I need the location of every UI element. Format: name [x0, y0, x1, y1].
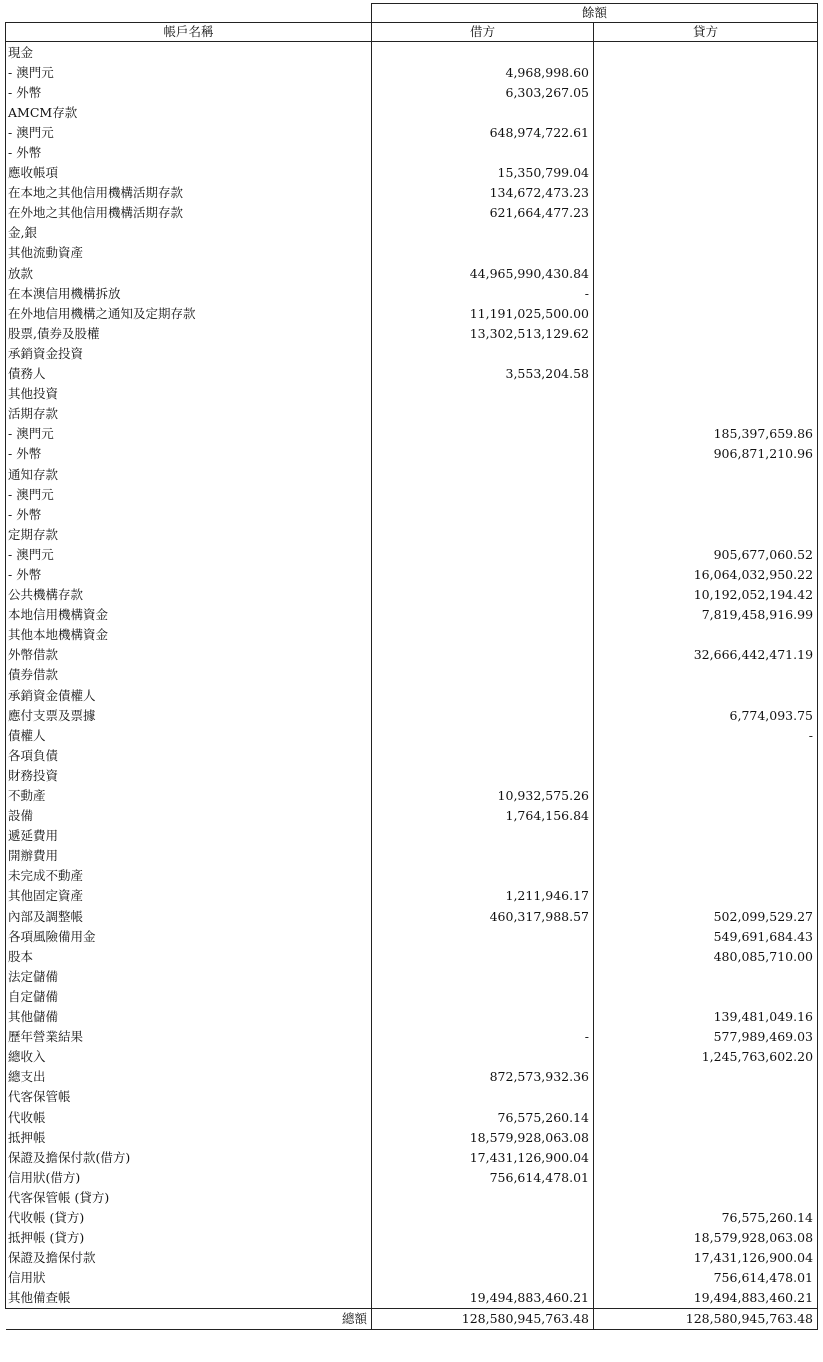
- debit-cell: [372, 1007, 594, 1027]
- credit-header: 貸方: [594, 23, 818, 42]
- account-name-cell: 其他本地機構資金: [6, 625, 372, 645]
- debit-cell: [372, 404, 594, 424]
- credit-cell: -: [594, 725, 818, 745]
- credit-cell: 10,192,052,194.42: [594, 585, 818, 605]
- table-row: [6, 223, 818, 243]
- account-name-cell: 債券借款: [6, 665, 372, 685]
- account-name-header: 帳戶名稱: [6, 23, 372, 42]
- table-row: [6, 303, 818, 323]
- account-name-cell: 法定儲備: [6, 966, 372, 986]
- credit-cell: [594, 1147, 818, 1167]
- table-row: [6, 82, 818, 102]
- table-row: [6, 765, 818, 785]
- debit-cell: [372, 645, 594, 665]
- debit-cell: [372, 384, 594, 404]
- debit-cell: 4,968,998.60: [372, 62, 594, 82]
- table-row: [6, 665, 818, 685]
- table-row: [6, 504, 818, 524]
- table-row: [6, 1268, 818, 1288]
- debit-cell: 134,672,473.23: [372, 183, 594, 203]
- debit-cell: [372, 524, 594, 544]
- table-row: [6, 544, 818, 564]
- credit-cell: [594, 122, 818, 142]
- debit-cell: [372, 1207, 594, 1227]
- account-name-cell: 在外地之其他信用機構活期存款: [6, 203, 372, 223]
- account-name-cell: 承銷資金債權人: [6, 685, 372, 705]
- debit-cell: 3,553,204.58: [372, 364, 594, 384]
- table-row: [6, 926, 818, 946]
- account-name-cell: 信用狀(借方): [6, 1167, 372, 1187]
- account-name-cell: 其他固定資產: [6, 886, 372, 906]
- debit-cell: 648,974,722.61: [372, 122, 594, 142]
- header-blank: [6, 4, 372, 23]
- debit-cell: [372, 625, 594, 645]
- account-name-cell: 抵押帳: [6, 1127, 372, 1147]
- account-name-cell: - 澳門元: [6, 62, 372, 82]
- debit-cell: [372, 745, 594, 765]
- debit-cell: [372, 765, 594, 785]
- account-name-cell: 股本: [6, 946, 372, 966]
- debit-cell: 460,317,988.57: [372, 906, 594, 926]
- debit-cell: [372, 585, 594, 605]
- account-name-cell: - 外幣: [6, 142, 372, 162]
- credit-cell: [594, 364, 818, 384]
- table-row: [6, 1027, 818, 1047]
- debit-cell: [372, 1268, 594, 1288]
- debit-cell: [372, 102, 594, 122]
- debit-cell: 11,191,025,500.00: [372, 303, 594, 323]
- debit-cell: 76,575,260.14: [372, 1107, 594, 1127]
- credit-cell: [594, 102, 818, 122]
- table-row: [6, 986, 818, 1006]
- table-row: [6, 806, 818, 826]
- account-name-cell: 信用狀: [6, 1268, 372, 1288]
- account-name-cell: 財務投資: [6, 765, 372, 785]
- credit-cell: 17,431,126,900.04: [594, 1248, 818, 1268]
- debit-header: 借方: [372, 23, 594, 42]
- debit-cell: 44,965,990,430.84: [372, 263, 594, 283]
- debit-cell: [372, 564, 594, 584]
- debit-cell: 15,350,799.04: [372, 163, 594, 183]
- credit-cell: [594, 504, 818, 524]
- debit-cell: [372, 665, 594, 685]
- trial-balance-sheet: [5, 3, 817, 1330]
- table-row: [6, 605, 818, 625]
- table-row: [6, 1127, 818, 1147]
- account-name-cell: 本地信用機構資金: [6, 605, 372, 625]
- credit-cell: 19,494,883,460.21: [594, 1288, 818, 1309]
- credit-cell: [594, 1167, 818, 1187]
- debit-cell: [372, 424, 594, 444]
- table-row: [6, 886, 818, 906]
- table-row: [6, 464, 818, 484]
- debit-cell: 1,211,946.17: [372, 886, 594, 906]
- credit-cell: [594, 765, 818, 785]
- credit-cell: [594, 625, 818, 645]
- credit-cell: [594, 866, 818, 886]
- credit-cell: [594, 384, 818, 404]
- account-name-cell: 總收入: [6, 1047, 372, 1067]
- debit-cell: [372, 1228, 594, 1248]
- table-row: [6, 785, 818, 805]
- account-name-cell: - 外幣: [6, 564, 372, 584]
- balance-table: [5, 3, 818, 1330]
- account-name-cell: - 澳門元: [6, 484, 372, 504]
- account-name-cell: 代收帳 (貸方): [6, 1207, 372, 1227]
- table-row: [6, 384, 818, 404]
- table-row: [6, 564, 818, 584]
- credit-cell: [594, 1127, 818, 1147]
- account-name-cell: 定期存款: [6, 524, 372, 544]
- debit-cell: [372, 1047, 594, 1067]
- table-row: [6, 424, 818, 444]
- debit-cell: [372, 1187, 594, 1207]
- debit-cell: [372, 1248, 594, 1268]
- credit-cell: [594, 484, 818, 504]
- total-credit: 128,580,945,763.48: [594, 1308, 818, 1329]
- debit-cell: [372, 725, 594, 745]
- credit-cell: 549,691,684.43: [594, 926, 818, 946]
- account-name-cell: - 澳門元: [6, 424, 372, 444]
- table-row: [6, 1288, 818, 1309]
- table-row: [6, 645, 818, 665]
- table-row: [6, 866, 818, 886]
- table-row: [6, 42, 818, 63]
- table-row: [6, 906, 818, 926]
- credit-cell: 139,481,049.16: [594, 1007, 818, 1027]
- table-row: [6, 102, 818, 122]
- account-name-cell: 應收帳項: [6, 163, 372, 183]
- table-row: [6, 1147, 818, 1167]
- credit-cell: [594, 203, 818, 223]
- table-row: [6, 283, 818, 303]
- credit-cell: [594, 524, 818, 544]
- credit-cell: [594, 886, 818, 906]
- debit-cell: [372, 1087, 594, 1107]
- account-name-cell: 公共機構存款: [6, 585, 372, 605]
- credit-cell: [594, 323, 818, 343]
- account-name-cell: 各項負債: [6, 745, 372, 765]
- debit-cell: [372, 926, 594, 946]
- account-name-cell: 在外地信用機構之通知及定期存款: [6, 303, 372, 323]
- account-name-cell: 債務人: [6, 364, 372, 384]
- header-row-1: [6, 4, 818, 23]
- debit-cell: 872,573,932.36: [372, 1067, 594, 1087]
- credit-cell: [594, 1107, 818, 1127]
- table-row: [6, 1087, 818, 1107]
- credit-cell: [594, 785, 818, 805]
- table-row: [6, 263, 818, 283]
- table-row: [6, 183, 818, 203]
- account-name-cell: 代客保管帳: [6, 1087, 372, 1107]
- account-name-cell: 承銷資金投資: [6, 343, 372, 363]
- account-name-cell: 保證及擔保付款(借方): [6, 1147, 372, 1167]
- account-name-cell: 債權人: [6, 725, 372, 745]
- debit-cell: [372, 705, 594, 725]
- table-row: [6, 122, 818, 142]
- table-row: [6, 323, 818, 343]
- credit-cell: [594, 986, 818, 1006]
- table-row: [6, 1187, 818, 1207]
- credit-cell: [594, 966, 818, 986]
- credit-cell: 7,819,458,916.99: [594, 605, 818, 625]
- table-row: [6, 946, 818, 966]
- table-row: [6, 243, 818, 263]
- debit-cell: [372, 846, 594, 866]
- table-row: [6, 524, 818, 544]
- account-name-cell: - 澳門元: [6, 122, 372, 142]
- table-row: [6, 444, 818, 464]
- account-name-cell: 外幣借款: [6, 645, 372, 665]
- table-row: [6, 745, 818, 765]
- account-name-cell: 放款: [6, 263, 372, 283]
- credit-cell: [594, 303, 818, 323]
- credit-cell: 185,397,659.86: [594, 424, 818, 444]
- debit-cell: -: [372, 1027, 594, 1047]
- credit-cell: 1,245,763,602.20: [594, 1047, 818, 1067]
- credit-cell: [594, 343, 818, 363]
- table-row: [6, 1007, 818, 1027]
- table-row: [6, 142, 818, 162]
- account-name-cell: 自定儲備: [6, 986, 372, 1006]
- credit-cell: 756,614,478.01: [594, 1268, 818, 1288]
- account-name-cell: - 外幣: [6, 504, 372, 524]
- debit-cell: [372, 986, 594, 1006]
- table-row: [6, 484, 818, 504]
- credit-cell: 16,064,032,950.22: [594, 564, 818, 584]
- account-name-cell: - 澳門元: [6, 544, 372, 564]
- credit-cell: [594, 1087, 818, 1107]
- table-row: [6, 966, 818, 986]
- debit-cell: 756,614,478.01: [372, 1167, 594, 1187]
- credit-cell: [594, 42, 818, 63]
- credit-cell: [594, 283, 818, 303]
- debit-cell: [372, 484, 594, 504]
- debit-cell: 6,303,267.05: [372, 82, 594, 102]
- debit-cell: [372, 504, 594, 524]
- debit-cell: [372, 605, 594, 625]
- table-row: [6, 203, 818, 223]
- credit-cell: 577,989,469.03: [594, 1027, 818, 1047]
- account-name-cell: 各項風險備用金: [6, 926, 372, 946]
- table-row: [6, 725, 818, 745]
- table-row: [6, 685, 818, 705]
- credit-cell: [594, 464, 818, 484]
- account-name-cell: 保證及擔保付款: [6, 1248, 372, 1268]
- debit-cell: [372, 464, 594, 484]
- account-name-cell: 活期存款: [6, 404, 372, 424]
- account-name-cell: 未完成不動產: [6, 866, 372, 886]
- credit-cell: [594, 82, 818, 102]
- credit-cell: 32,666,442,471.19: [594, 645, 818, 665]
- table-row: [6, 163, 818, 183]
- account-name-cell: AMCM存款: [6, 102, 372, 122]
- credit-cell: [594, 685, 818, 705]
- table-row: [6, 1167, 818, 1187]
- credit-cell: [594, 1067, 818, 1087]
- table-row: [6, 1228, 818, 1248]
- account-name-cell: 通知存款: [6, 464, 372, 484]
- credit-cell: [594, 404, 818, 424]
- credit-cell: [594, 745, 818, 765]
- account-name-cell: 內部及調整帳: [6, 906, 372, 926]
- credit-cell: [594, 826, 818, 846]
- credit-cell: [594, 163, 818, 183]
- account-name-cell: 抵押帳 (貸方): [6, 1228, 372, 1248]
- debit-cell: [372, 223, 594, 243]
- debit-cell: [372, 544, 594, 564]
- table-row: [6, 62, 818, 82]
- account-name-cell: 遞延費用: [6, 826, 372, 846]
- account-name-cell: 其他投資: [6, 384, 372, 404]
- table-row: [6, 404, 818, 424]
- table-row: [6, 625, 818, 645]
- credit-cell: [594, 806, 818, 826]
- account-name-cell: 股票,債券及股權: [6, 323, 372, 343]
- table-row: [6, 705, 818, 725]
- account-name-cell: - 外幣: [6, 82, 372, 102]
- account-name-cell: 總支出: [6, 1067, 372, 1087]
- account-name-cell: 代收帳: [6, 1107, 372, 1127]
- account-name-cell: 其他備查帳: [6, 1288, 372, 1309]
- debit-cell: 18,579,928,063.08: [372, 1127, 594, 1147]
- header-row-2: [6, 23, 818, 42]
- debit-cell: [372, 243, 594, 263]
- credit-cell: 905,677,060.52: [594, 544, 818, 564]
- debit-cell: 13,302,513,129.62: [372, 323, 594, 343]
- account-name-cell: 在本澳信用機構拆放: [6, 283, 372, 303]
- account-name-cell: 現金: [6, 42, 372, 63]
- total-debit: 128,580,945,763.48: [372, 1308, 594, 1329]
- account-name-cell: 不動產: [6, 785, 372, 805]
- credit-cell: [594, 846, 818, 866]
- debit-cell: 1,764,156.84: [372, 806, 594, 826]
- debit-cell: 621,664,477.23: [372, 203, 594, 223]
- credit-cell: [594, 243, 818, 263]
- debit-cell: -: [372, 283, 594, 303]
- debit-cell: [372, 946, 594, 966]
- account-rows: [6, 42, 818, 1309]
- account-name-cell: 其他流動資產: [6, 243, 372, 263]
- table-row: [6, 364, 818, 384]
- account-name-cell: 開辦費用: [6, 846, 372, 866]
- credit-cell: [594, 183, 818, 203]
- total-row: [6, 1308, 818, 1329]
- table-row: [6, 1107, 818, 1127]
- balance-header: 餘額: [372, 4, 818, 23]
- credit-cell: 502,099,529.27: [594, 906, 818, 926]
- debit-cell: [372, 142, 594, 162]
- account-name-cell: 其他儲備: [6, 1007, 372, 1027]
- debit-cell: 19,494,883,460.21: [372, 1288, 594, 1309]
- debit-cell: [372, 866, 594, 886]
- account-name-cell: 歷年營業結果: [6, 1027, 372, 1047]
- credit-cell: [594, 62, 818, 82]
- table-row: [6, 585, 818, 605]
- table-row: [6, 1067, 818, 1087]
- table-row: [6, 1207, 818, 1227]
- credit-cell: 906,871,210.96: [594, 444, 818, 464]
- table-row: [6, 343, 818, 363]
- credit-cell: 76,575,260.14: [594, 1207, 818, 1227]
- debit-cell: 17,431,126,900.04: [372, 1147, 594, 1167]
- credit-cell: [594, 665, 818, 685]
- table-row: [6, 1047, 818, 1067]
- debit-cell: [372, 685, 594, 705]
- account-name-cell: 設備: [6, 806, 372, 826]
- table-row: [6, 826, 818, 846]
- table-row: [6, 1248, 818, 1268]
- account-name-cell: 在本地之其他信用機構活期存款: [6, 183, 372, 203]
- debit-cell: [372, 42, 594, 63]
- credit-cell: 6,774,093.75: [594, 705, 818, 725]
- account-name-cell: - 外幣: [6, 444, 372, 464]
- account-name-cell: 金,銀: [6, 223, 372, 243]
- debit-cell: [372, 343, 594, 363]
- credit-cell: [594, 223, 818, 243]
- debit-cell: [372, 826, 594, 846]
- debit-cell: [372, 966, 594, 986]
- account-name-cell: 代客保管帳 (貸方): [6, 1187, 372, 1207]
- credit-cell: [594, 142, 818, 162]
- account-name-cell: 應付支票及票據: [6, 705, 372, 725]
- credit-cell: [594, 1187, 818, 1207]
- table-row: [6, 846, 818, 866]
- credit-cell: [594, 263, 818, 283]
- debit-cell: 10,932,575.26: [372, 785, 594, 805]
- credit-cell: 18,579,928,063.08: [594, 1228, 818, 1248]
- total-label: 總額: [6, 1308, 372, 1329]
- debit-cell: [372, 444, 594, 464]
- credit-cell: 480,085,710.00: [594, 946, 818, 966]
